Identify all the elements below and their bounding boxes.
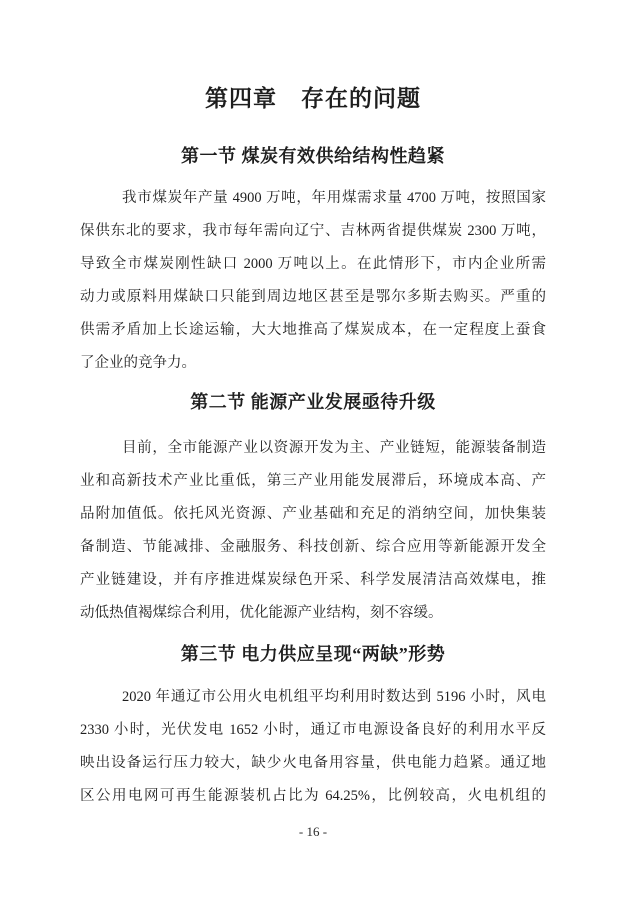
body-line: 映出设备运行压力较大，缺少火电备用容量，供电能力趋紧。通辽地 [80,755,546,771]
section-2-title: 第二节 能源产业发展亟待升级 [190,392,436,412]
body-line: 2020 年通辽市公用火电机组平均利用时数达到 5196 小时，风电 [122,689,546,705]
body-line: 动低热值褐煤综合利用，优化能源产业结构，刻不容缓。 [80,605,443,621]
body-line: 2330 小时，光伏发电 1652 小时，通辽市电源设备良好的利用水平反 [80,722,546,738]
paragraph-3 [80,681,546,813]
section-3-title: 第三节 电力供应呈现“两缺”形势 [180,644,446,664]
body-line: 产业链建设，并有序推进煤炭绿色开采、科学发展清洁高效煤电，推 [80,572,546,588]
body-line: 了企业的竞争力。 [80,355,196,371]
body-line: 保供东北的要求，我市每年需向辽宁、吉林两省提供煤炭 2300 万吨， [80,223,546,239]
section-1-title: 第一节 煤炭有效供给结构性趋紧 [181,146,445,166]
body-line: 供需矛盾加上长途运输，大大地推高了煤炭成本，在一定程度上蚕食 [80,322,546,338]
chapter-title: 第四章 存在的问题 [205,86,421,111]
body-line: 动力或原料用煤缺口只能到周边地区甚至是鄂尔多斯去购买。严重的 [80,289,546,305]
paragraph-2 [80,432,546,630]
body-line: 导致全市煤炭刚性缺口 2000 万吨以上。在此情形下，市内企业所需 [80,256,546,272]
body-line: 目前，全市能源产业以资源开发为主、产业链短，能源装备制造 [122,440,546,456]
body-line: 我市煤炭年产量 4900 万吨，年用煤需求量 4700 万吨，按照国家 [122,190,546,206]
body-line: 备制造、节能减排、金融服务、科技创新、综合应用等新能源开发全 [80,539,546,555]
page-number: - 16 - [298,824,328,839]
body-line: 区公用电网可再生能源装机占比为 64.25%，比例较高，火电机组的 [80,788,546,804]
paragraph-1 [80,182,546,380]
body-line: 业和高新技术产业比重低，第三产业用能发展滞后，环境成本高、产 [80,473,546,489]
body-line: 品附加值低。依托风光资源、产业基础和充足的消纳空间，加快集装 [80,506,546,522]
